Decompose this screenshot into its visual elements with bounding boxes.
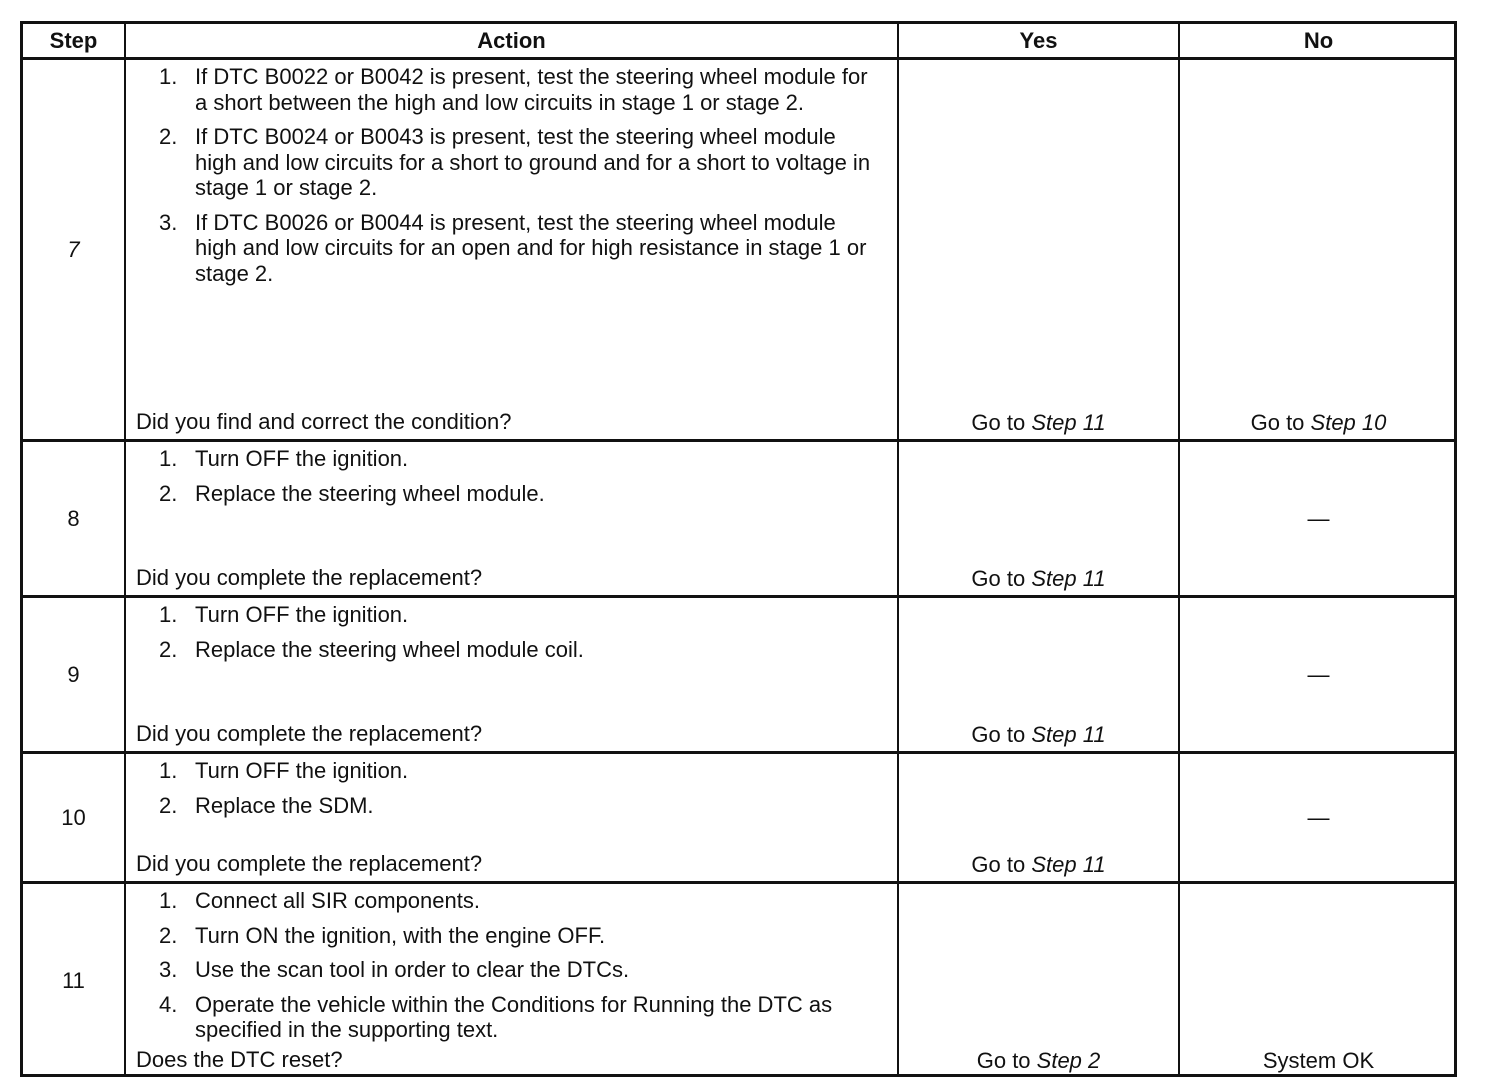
table-row (23, 57, 1454, 439)
item-number: 3. (159, 209, 178, 235)
no-cell (1178, 754, 1457, 881)
action-list (126, 888, 897, 1052)
step-number: 11 (62, 967, 85, 993)
header-row (23, 24, 1454, 57)
step-number: 7 (67, 236, 80, 262)
list-item (126, 446, 897, 472)
goto-step: Step 11 (1031, 410, 1106, 435)
yes-goto (899, 1048, 1178, 1074)
item-number: 3. (159, 957, 178, 982)
question: Did you complete the replacement? (136, 721, 483, 746)
item-text: Use the scan tool in order to clear the DTCs. (195, 957, 630, 982)
no-value: System OK (1262, 1048, 1375, 1073)
item-number: 2. (159, 480, 178, 506)
action-cell (124, 598, 897, 751)
question: Did you find and correct the condition? (136, 409, 512, 434)
goto-step: Step 2 (1036, 1048, 1101, 1073)
goto-prefix: Go to (976, 1048, 1037, 1073)
item-text: Operate the vehicle within the Conditions for Running the DTC as specified in the supporting text. (195, 991, 833, 1042)
yes-cell (897, 754, 1178, 881)
item-number: 1. (159, 446, 178, 471)
list-item (126, 992, 897, 1043)
item-text: Turn OFF the ignition. (195, 758, 409, 783)
goto-step: Step 11 (1031, 566, 1106, 591)
action-cell (124, 60, 897, 439)
item-text: Turn ON the ignition, with the engine OFF. (195, 922, 606, 948)
header-step: Step (49, 27, 98, 53)
header-action: Action (124, 24, 897, 57)
item-text: If DTC B0022 or B0042 is present, test the steering wheel module for a short between the high and low circuits in stage 1 or stage 2. (195, 64, 868, 115)
table-row (23, 881, 1454, 1077)
goto-prefix: Go to (971, 566, 1032, 591)
item-number: 2. (159, 792, 178, 818)
yes-goto (899, 852, 1178, 878)
no-cell (1178, 598, 1457, 751)
diagnostic-table (20, 21, 1457, 1077)
list-item (126, 210, 897, 287)
list-item (126, 758, 897, 784)
yes-cell (897, 442, 1178, 595)
item-text: If DTC B0024 or B0043 is present, test the steering wheel module high and low circuits for a short to ground and for a short to voltage in stage 1 or stage 2. (195, 124, 871, 200)
list-item (126, 923, 897, 949)
goto-step: Step 11 (1031, 722, 1106, 747)
item-number: 4. (159, 991, 178, 1017)
no-cell (1178, 442, 1457, 595)
action-list (126, 602, 897, 671)
goto-step: Step 10 (1310, 410, 1387, 435)
list-item (126, 957, 897, 983)
step-number: 9 (67, 661, 80, 687)
item-text: If DTC B0026 or B0044 is present, test the steering wheel module high and low circuits for an open and for high resistance in stage 1 or stage 2. (195, 209, 867, 286)
item-number: 2. (159, 636, 178, 662)
header-no: No (1178, 24, 1457, 57)
list-item (126, 64, 897, 115)
no-cell (1178, 60, 1457, 439)
action-cell (124, 884, 897, 1077)
yes-goto (899, 722, 1178, 748)
item-number: 1. (159, 758, 178, 783)
item-number: 2. (159, 124, 178, 149)
item-text: Replace the SDM. (195, 792, 374, 818)
item-text: Turn OFF the ignition. (195, 602, 409, 627)
list-item (126, 602, 897, 628)
yes-goto (899, 410, 1178, 436)
no-value: — (1307, 804, 1330, 830)
goto-prefix: Go to (971, 722, 1032, 747)
yes-goto (899, 566, 1178, 592)
question: Did you complete the replacement? (136, 851, 483, 876)
table-row (23, 751, 1454, 881)
list-item (126, 124, 897, 201)
action-list (126, 64, 897, 295)
item-number: 1. (159, 64, 178, 89)
goto-prefix: Go to (971, 410, 1032, 435)
item-text: Connect all SIR components. (195, 888, 480, 913)
list-item (126, 481, 897, 507)
no-value: — (1307, 505, 1330, 531)
table-row (23, 439, 1454, 595)
step-number: 8 (67, 505, 80, 531)
item-number: 1. (159, 888, 178, 913)
no-value: — (1307, 661, 1330, 687)
item-text: Replace the steering wheel module coil. (195, 636, 584, 662)
question: Does the DTC reset? (136, 1047, 343, 1072)
header-yes: Yes (897, 24, 1178, 57)
goto-prefix: Go to (1250, 410, 1311, 435)
item-number: 1. (159, 602, 178, 627)
goto-step: Step 11 (1031, 852, 1106, 877)
list-item (126, 637, 897, 663)
action-cell (124, 442, 897, 595)
yes-cell (897, 884, 1178, 1077)
action-cell (124, 754, 897, 881)
item-number: 2. (159, 922, 178, 948)
action-list (126, 758, 897, 827)
item-text: Replace the steering wheel module. (195, 480, 545, 506)
action-list (126, 446, 897, 515)
yes-cell (897, 60, 1178, 439)
yes-cell (897, 598, 1178, 751)
list-item (126, 793, 897, 819)
no-goto (1180, 410, 1457, 436)
table-row (23, 595, 1454, 751)
list-item (126, 888, 897, 914)
item-text: Turn OFF the ignition. (195, 446, 409, 471)
step-number: 10 (61, 804, 86, 830)
no-cell (1178, 884, 1457, 1077)
question: Did you complete the replacement? (136, 565, 483, 590)
goto-prefix: Go to (971, 852, 1032, 877)
